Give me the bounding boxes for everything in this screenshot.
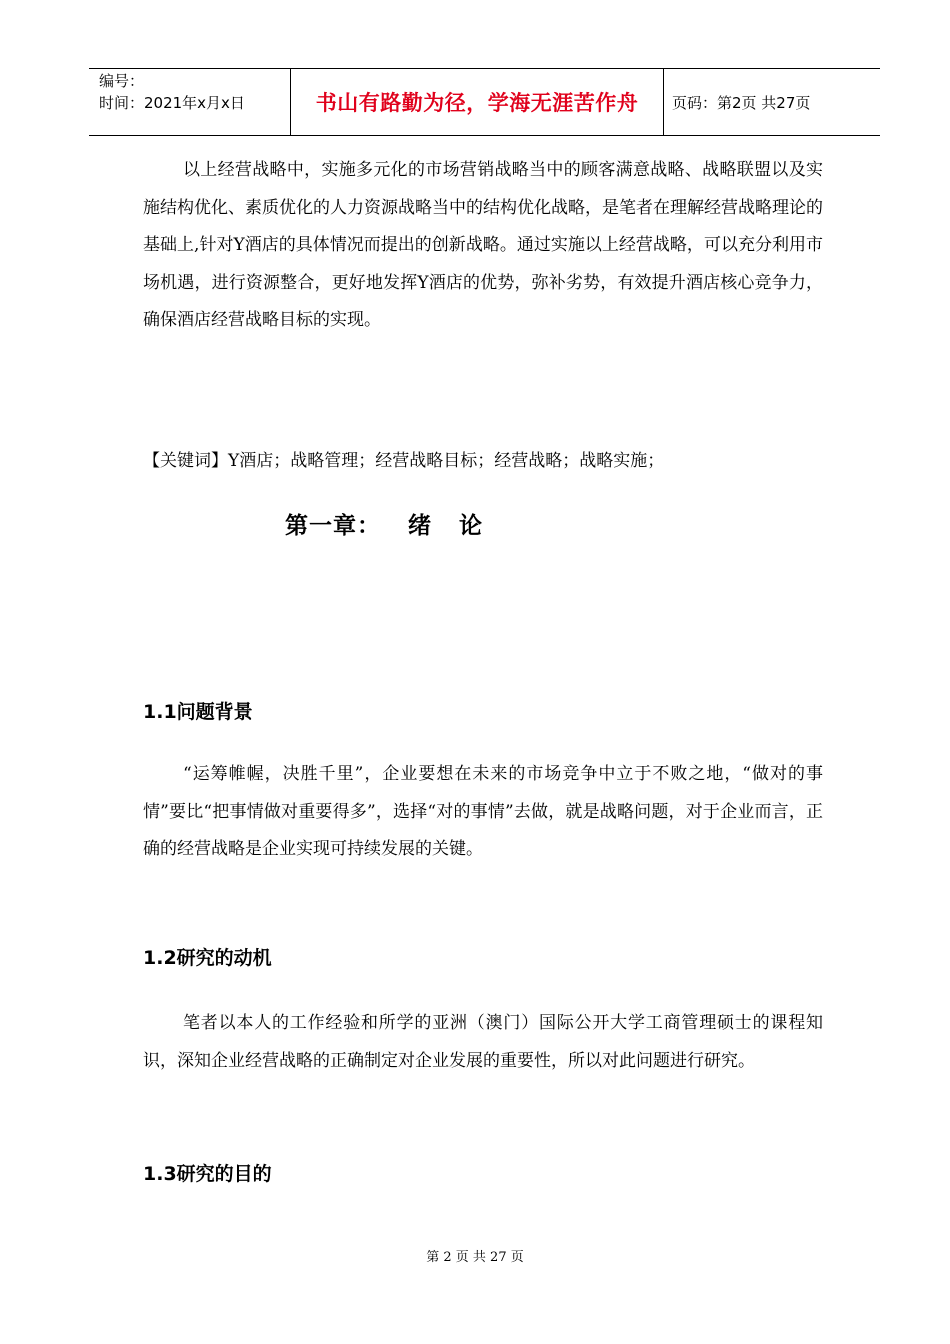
header-time-label: 时间：2021年x月x日 — [99, 94, 245, 112]
header-page-info-cell — [664, 69, 880, 135]
section-heading-1-3: 1.3研究的目的 — [143, 1163, 272, 1185]
section-heading-1-2: 1.2研究的动机 — [143, 947, 272, 969]
keywords-line: 【关键词】Y酒店；战略管理；经营战略目标；经营战略；战略实施； — [143, 451, 665, 471]
header-number-label: 编号： — [99, 72, 145, 90]
header-motto-cell — [291, 69, 664, 135]
section-1-2-paragraph: 笔者以本人的工作经验和所学的亚洲（澳门）国际公开大学工商管理硕士的课程知识，深知企业经营战略的正确制定对企业发展的重要性，所以对此问题进行研究。 — [143, 1013, 823, 1071]
header-motto: 书山有路勤为径，学海无涯苦作舟 — [315, 91, 639, 115]
section-1-1-paragraph: “运筹帷幄，决胜千里”，企业要想在未来的市场竞争中立于不败之地，“做对的事情”要比“把事情做对重要得多”，选择“对的事情”去做，就是战略问题，对于企业而言，正确的经营战略是企业实现可持续发展的关键。 — [143, 764, 823, 859]
header-meta — [89, 69, 291, 135]
page-footer: 第 2 页 共 27 页 — [426, 1250, 524, 1265]
intro-paragraph: 以上经营战略中，实施多元化的市场营销战略当中的顾客满意战略、战略联盟以及实施结构优化、素质优化的人力资源战略当中的结构优化战略，是笔者在理解经营战略理论的基础上,针对Y酒店的具体情况而提出的创新战略。通过实施以上经营战略，可以充分利用市场机遇，进行资源整合，更好地发挥Y酒店的优势，弥补劣势，有效提升酒店核心竞争力，确保酒店经营战略目标的实现。 — [143, 160, 823, 330]
page-header — [89, 68, 880, 136]
header-page-info: 页码：第2页 共27页 — [672, 93, 811, 112]
chapter-title: 第一章： 绪 论 — [285, 513, 484, 539]
section-heading-1-1: 1.1问题背景 — [143, 701, 253, 723]
